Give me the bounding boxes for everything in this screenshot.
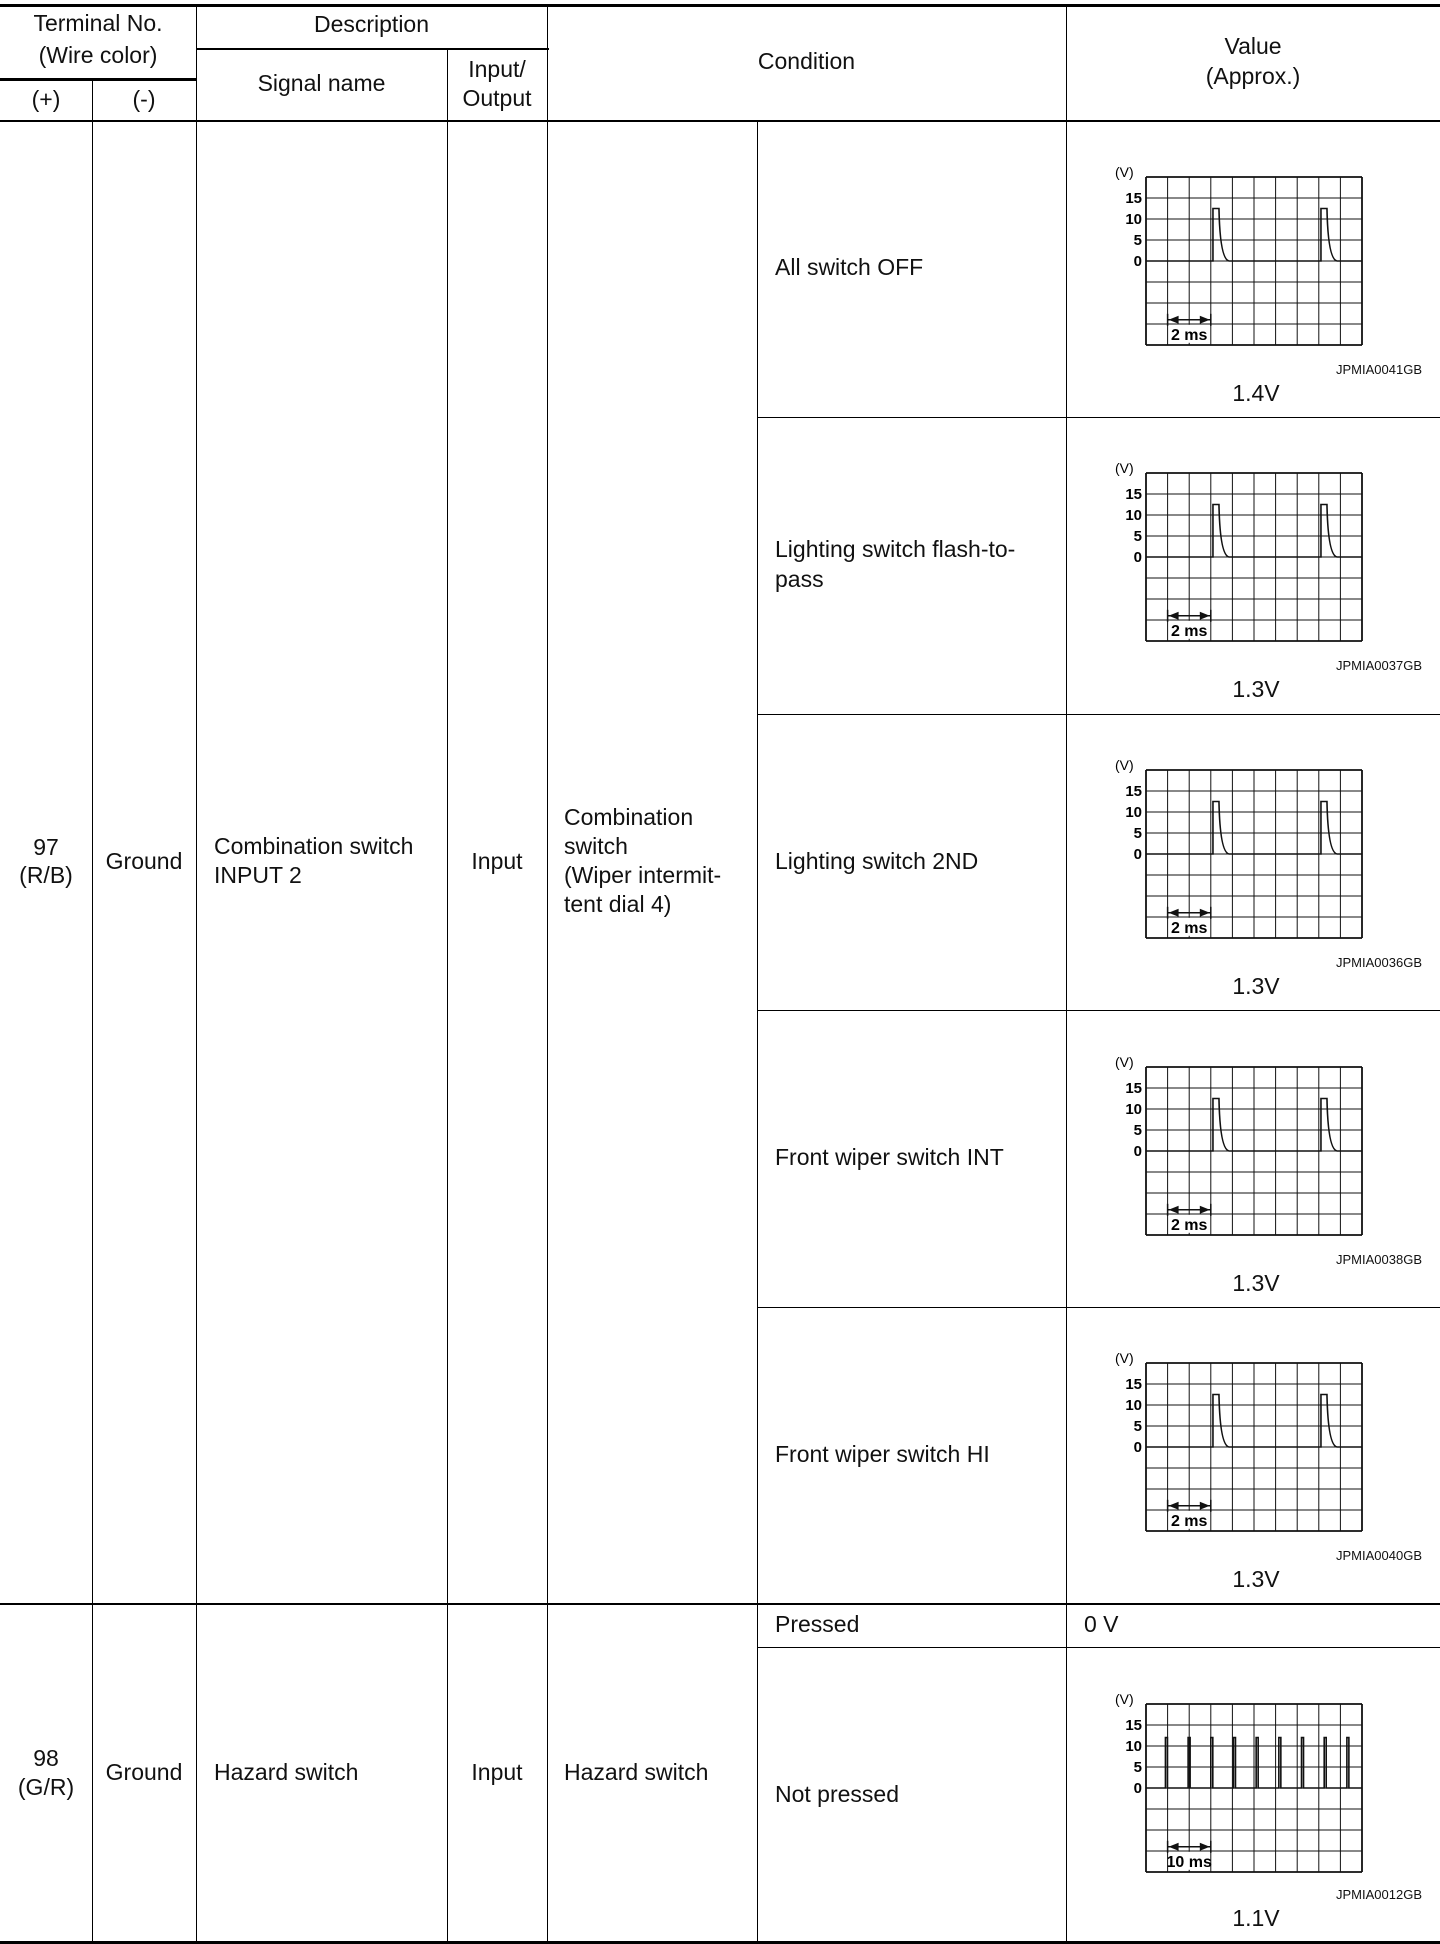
oscilloscope-waveform [1112, 461, 1372, 651]
time-scale-label: 2 ms [1170, 326, 1208, 344]
wire-color: (G/R) [17, 1774, 75, 1800]
signal-name-2: INPUT 2 [214, 862, 302, 888]
scope-svg [1112, 1692, 1372, 1882]
condition-group: Combination [564, 804, 694, 830]
time-scale-arrow [1169, 909, 1179, 917]
row-rule [757, 1647, 1440, 1648]
header-minus: (-) [132, 86, 156, 112]
state-label: All switch OFF [775, 254, 924, 280]
ground-terminal: Ground [105, 1759, 183, 1785]
header-input-output-2: Output [462, 85, 532, 111]
oscilloscope-waveform [1112, 165, 1372, 355]
time-scale-arrow [1169, 612, 1179, 620]
header-bottom-rule [0, 120, 1440, 122]
oscilloscope-waveform [1112, 758, 1372, 948]
y-tick-label: 15 [1125, 1376, 1142, 1393]
time-scale-arrow [1169, 1843, 1179, 1851]
scope-svg [1112, 165, 1372, 355]
y-tick-label: 10 [1125, 211, 1142, 228]
figure-code: JPMIA0040GB [1336, 1548, 1422, 1563]
time-scale-arrow [1200, 1843, 1210, 1851]
y-tick-label: 15 [1125, 486, 1142, 503]
header-value: Value [1224, 33, 1282, 59]
y-tick-label: 15 [1125, 190, 1142, 207]
signal-name: Combination switch [214, 833, 414, 859]
header-input-output: Input/ [468, 56, 526, 82]
y-tick-label: 5 [1133, 1759, 1142, 1776]
header-plus: (+) [31, 86, 61, 112]
figure-code: JPMIA0012GB [1336, 1887, 1422, 1902]
time-scale-arrow [1200, 909, 1210, 917]
y-tick-label: 10 [1125, 1397, 1142, 1414]
state-label: Front wiper switch INT [775, 1144, 1004, 1170]
y-tick-label: 15 [1125, 783, 1142, 800]
row-rule-main [0, 1603, 1440, 1605]
col-rule [92, 78, 93, 1941]
time-scale-arrow [1200, 1206, 1210, 1214]
y-axis-unit: (V) [1115, 461, 1134, 476]
condition-group-4: tent dial 4) [564, 891, 672, 917]
figure-code: JPMIA0038GB [1336, 1252, 1422, 1267]
y-tick-label: 0 [1133, 1143, 1142, 1160]
header-signal-name: Signal name [257, 70, 386, 96]
y-axis-unit: (V) [1115, 165, 1134, 180]
col-rule [196, 4, 197, 1941]
state-value: 1.3V [1232, 1566, 1280, 1592]
y-tick-label: 0 [1133, 253, 1142, 270]
signal-name: Hazard switch [214, 1759, 359, 1785]
state-value: 1.4V [1232, 380, 1280, 406]
header-terminal-no: Terminal No. [33, 10, 163, 36]
y-tick-label: 0 [1133, 846, 1142, 863]
y-tick-label: 10 [1125, 804, 1142, 821]
y-tick-label: 10 [1125, 507, 1142, 524]
oscilloscope-waveform [1112, 1055, 1372, 1245]
y-tick-label: 10 [1125, 1738, 1142, 1755]
time-scale-label: 2 ms [1170, 919, 1208, 937]
input-output: Input [471, 848, 523, 874]
state-label: Lighting switch 2ND [775, 848, 979, 874]
y-tick-label: 0 [1133, 1439, 1142, 1456]
time-scale-arrow [1200, 316, 1210, 324]
header-rule-description [197, 48, 549, 50]
header-condition: Condition [757, 48, 856, 74]
y-axis-unit: (V) [1115, 1692, 1134, 1707]
state-label: Front wiper switch HI [775, 1441, 990, 1467]
oscilloscope-waveform [1112, 1351, 1372, 1541]
y-axis-unit: (V) [1115, 758, 1134, 773]
state-value: 1.1V [1232, 1905, 1280, 1931]
header-description: Description [313, 11, 430, 37]
y-axis-unit: (V) [1115, 1351, 1134, 1366]
state-label: Not pressed [775, 1781, 900, 1807]
time-scale-arrow [1169, 316, 1179, 324]
state-value: 1.3V [1232, 676, 1280, 702]
row-rule [757, 417, 1440, 418]
state-value: 0 V [1084, 1611, 1119, 1637]
terminal-number: 98 [33, 1745, 59, 1771]
time-scale-arrow [1200, 1502, 1210, 1510]
y-tick-label: 15 [1125, 1717, 1142, 1734]
wire-color: (R/B) [19, 862, 73, 888]
state-label-2: pass [775, 566, 824, 592]
row-rule [757, 1307, 1440, 1308]
condition-group-3: (Wiper intermit- [564, 862, 722, 888]
state-value: 1.3V [1232, 973, 1280, 999]
y-tick-label: 0 [1133, 549, 1142, 566]
time-scale-arrow [1169, 1206, 1179, 1214]
y-tick-label: 5 [1133, 1418, 1142, 1435]
terminal-number: 97 [33, 834, 59, 860]
y-tick-label: 0 [1133, 1780, 1142, 1797]
col-rule [757, 120, 758, 1941]
col-rule [447, 48, 448, 1941]
state-label: Pressed [775, 1611, 860, 1637]
y-tick-label: 10 [1125, 1101, 1142, 1118]
time-scale-label: 2 ms [1170, 1216, 1208, 1234]
figure-code: JPMIA0036GB [1336, 955, 1422, 970]
y-tick-label: 15 [1125, 1080, 1142, 1097]
condition-group: Hazard switch [564, 1759, 709, 1785]
input-output: Input [471, 1759, 523, 1785]
state-value: 1.3V [1232, 1270, 1280, 1296]
scope-svg [1112, 758, 1372, 948]
time-scale-label: 10 ms [1166, 1853, 1212, 1871]
header-value-approx: (Approx.) [1205, 63, 1301, 89]
col-rule [547, 4, 548, 1941]
oscilloscope-waveform [1112, 1692, 1372, 1882]
scope-svg [1112, 1351, 1372, 1541]
state-label: Lighting switch flash-to- [775, 536, 1016, 562]
time-scale-label: 2 ms [1170, 1512, 1208, 1530]
time-scale-label: 2 ms [1170, 622, 1208, 640]
table-top-rule [0, 4, 1440, 7]
figure-code: JPMIA0037GB [1336, 658, 1422, 673]
scope-svg [1112, 1055, 1372, 1245]
time-scale-arrow [1200, 612, 1210, 620]
figure-code: JPMIA0041GB [1336, 362, 1422, 377]
row-rule [757, 714, 1440, 715]
condition-group-2: switch [564, 833, 628, 859]
y-tick-label: 5 [1133, 232, 1142, 249]
y-tick-label: 5 [1133, 1122, 1142, 1139]
time-scale-arrow [1169, 1502, 1179, 1510]
header-rule-terminal [0, 78, 197, 81]
ground-terminal: Ground [105, 848, 183, 874]
y-tick-label: 5 [1133, 825, 1142, 842]
y-tick-label: 5 [1133, 528, 1142, 545]
row-rule [757, 1010, 1440, 1011]
scope-svg [1112, 461, 1372, 651]
header-wire-color: (Wire color) [38, 42, 158, 68]
y-axis-unit: (V) [1115, 1055, 1134, 1070]
